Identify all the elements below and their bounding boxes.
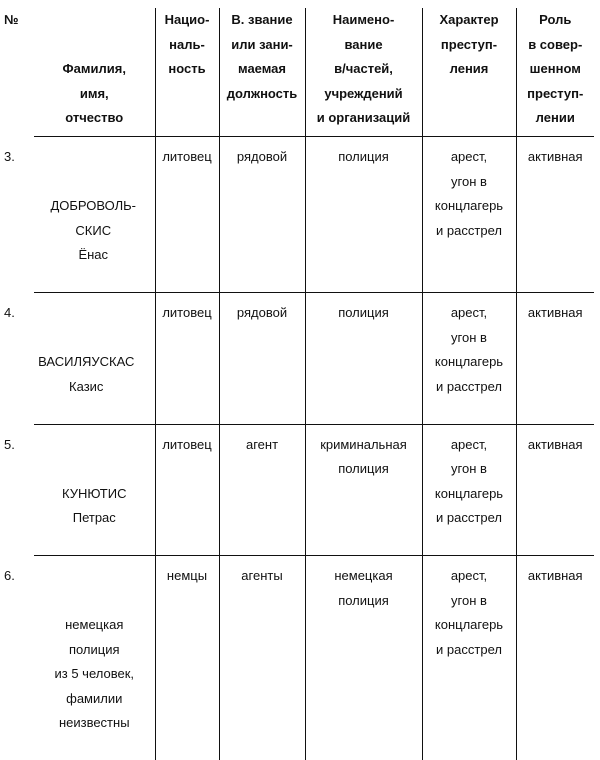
cell-name xyxy=(34,556,155,760)
row-name: ДОБРОВОЛЬ- СКИС Ёнас xyxy=(34,194,153,268)
row-name: немецкая полиция из 5 человек, фамилии неизвестны xyxy=(36,613,153,736)
header-name xyxy=(34,8,155,137)
cell-role: активная xyxy=(516,424,594,556)
cell-role: активная xyxy=(516,556,594,760)
cell-nationality: немцы xyxy=(155,556,219,760)
table-row xyxy=(34,137,594,293)
header-row xyxy=(34,8,594,137)
criminals-table xyxy=(34,8,594,760)
header-crime: Характер преступ- ления xyxy=(422,8,516,137)
cell-crime: арест, угон в концлагерь и расстрел xyxy=(422,556,516,760)
cell-role: активная xyxy=(516,293,594,425)
header-name-label: Фамилия, имя, отчество xyxy=(63,61,126,125)
cell-nationality: литовец xyxy=(155,293,219,425)
row-num: 4. xyxy=(4,301,15,326)
cell-role: активная xyxy=(516,137,594,293)
row-num: 5. xyxy=(4,433,15,458)
cell-nationality: литовец xyxy=(155,424,219,556)
cell-name xyxy=(34,293,155,425)
cell-rank: рядовой xyxy=(219,293,305,425)
cell-unit: полиция xyxy=(305,293,422,425)
cell-rank: агенты xyxy=(219,556,305,760)
header-role: Роль в совер- шенном преступ- лении xyxy=(516,8,594,137)
cell-name xyxy=(34,137,155,293)
header-rank: В. звание или зани- маемая должность xyxy=(219,8,305,137)
row-num: 3. xyxy=(4,145,15,170)
cell-unit: полиция xyxy=(305,137,422,293)
row-name: ВАСИЛЯУСКАС Казис xyxy=(14,350,159,399)
cell-crime: арест, угон в концлагерь и расстрел xyxy=(422,424,516,556)
table-row xyxy=(34,293,594,425)
header-nationality: Нацио- наль- ность xyxy=(155,8,219,137)
header-num: № xyxy=(4,8,19,33)
cell-unit: криминальная полиция xyxy=(305,424,422,556)
header-unit: Наимено- вание в/частей, учреждений и организаций xyxy=(305,8,422,137)
table-row xyxy=(34,424,594,556)
row-name: КУНЮТИС Петрас xyxy=(36,482,153,531)
cell-rank: агент xyxy=(219,424,305,556)
table-row xyxy=(34,556,594,760)
cell-crime: арест, угон в концлагерь и расстрел xyxy=(422,293,516,425)
cell-unit: немецкая полиция xyxy=(305,556,422,760)
cell-nationality: литовец xyxy=(155,137,219,293)
cell-name xyxy=(34,424,155,556)
cell-crime: арест, угон в концлагерь и расстрел xyxy=(422,137,516,293)
row-num: 6. xyxy=(4,564,15,589)
cell-rank: рядовой xyxy=(219,137,305,293)
